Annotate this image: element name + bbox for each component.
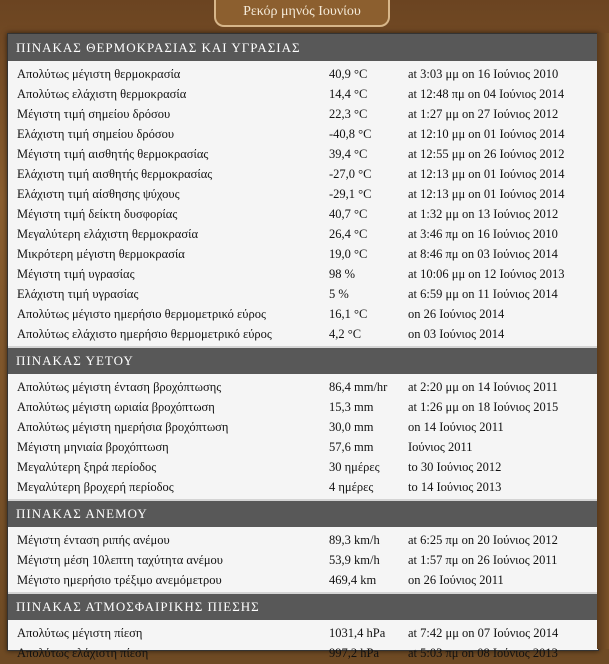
record-value: 40,9 °C xyxy=(329,66,368,81)
record-value: 997,2 hPa xyxy=(329,645,379,660)
record-date: at 12:48 πμ on 04 Ιούνιος 2014 xyxy=(408,86,565,101)
records-table-pressure xyxy=(8,623,598,663)
table-row xyxy=(8,623,598,643)
table-row xyxy=(8,244,598,264)
record-label: Μεγαλύτερη ξηρά περίοδος xyxy=(17,459,157,474)
table-row xyxy=(8,184,598,204)
record-label: Μέγιστο ημερήσιο τρέξιμο ανεμόμετρου xyxy=(17,572,222,587)
record-date: at 12:13 μμ on 01 Ιούνιος 2014 xyxy=(408,166,565,181)
record-value: 1031,4 hPa xyxy=(329,625,386,640)
table-row xyxy=(8,377,598,397)
record-value: 57,6 mm xyxy=(329,439,374,454)
table-row xyxy=(8,224,598,244)
record-value: 5 % xyxy=(329,286,349,301)
record-date: at 12:55 μμ on 26 Ιούνιος 2012 xyxy=(408,146,565,161)
record-label: Μέγιστη μηνιαία βροχόπτωση xyxy=(17,439,169,454)
record-date: to 14 Ιούνιος 2013 xyxy=(408,479,502,494)
record-date: Ιούνιος 2011 xyxy=(408,439,473,454)
record-date: at 7:42 μμ on 07 Ιούνιος 2014 xyxy=(408,625,559,640)
record-date: at 3:46 πμ on 16 Ιούνιος 2010 xyxy=(408,226,558,241)
record-label: Μικρότερη μέγιστη θερμοκρασία xyxy=(17,246,185,261)
record-date: on 26 Ιούνιος 2014 xyxy=(408,306,505,321)
table-row xyxy=(8,417,598,437)
record-value: 30 ημέρες xyxy=(329,459,380,474)
record-label: Απολύτως ελάχιστη θερμοκρασία xyxy=(17,86,187,101)
record-label: Μέγιστη τιμή υγρασίας xyxy=(17,266,135,281)
record-date: at 1:57 πμ on 26 Ιούνιος 2011 xyxy=(408,552,558,567)
record-value: 469,4 km xyxy=(329,572,377,587)
records-panel xyxy=(7,33,599,660)
record-label: Ελάχιστη τιμή αισθητής θερμοκρασίας xyxy=(17,166,213,181)
record-label: Μέγιστη τιμή δείκτη δυσφορίας xyxy=(17,206,178,221)
record-date: at 12:10 μμ on 01 Ιούνιος 2014 xyxy=(408,126,565,141)
record-value: 40,7 °C xyxy=(329,206,368,221)
record-label: Μέγιστη ένταση ριπής ανέμου xyxy=(17,532,170,547)
record-value: 89,3 km/h xyxy=(329,532,380,547)
record-date: at 10:06 μμ on 12 Ιούνιος 2013 xyxy=(408,266,565,281)
table-row xyxy=(8,570,598,590)
record-value: 16,1 °C xyxy=(329,306,368,321)
section-header-rain: ΠΙΝΑΚΑΣ ΥΕΤΟΥ xyxy=(8,346,598,374)
record-label: Απολύτως μέγιστη πίεση xyxy=(17,625,143,640)
record-date: on 03 Ιούνιος 2014 xyxy=(408,326,505,341)
table-row xyxy=(8,124,598,144)
record-label: Απολύτως μέγιστη ωριαία βροχόπτωση xyxy=(17,399,215,414)
section-header-wind: ΠΙΝΑΚΑΣ ΑΝΕΜΟΥ xyxy=(8,499,598,527)
record-value: 26,4 °C xyxy=(329,226,368,241)
record-value: 53,9 km/h xyxy=(329,552,380,567)
record-date: at 8:46 πμ on 03 Ιούνιος 2014 xyxy=(408,246,558,261)
record-value: 4 ημέρες xyxy=(329,479,374,494)
record-value: -27,0 °C xyxy=(329,166,372,181)
table-row xyxy=(8,477,598,497)
record-date: at 6:59 μμ on 11 Ιούνιος 2014 xyxy=(408,286,558,301)
record-label: Μέγιστη τιμή αισθητής θερμοκρασίας xyxy=(17,146,209,161)
table-row xyxy=(8,324,598,344)
record-date: on 14 Ιούνιος 2011 xyxy=(408,419,504,434)
record-date: at 1:26 μμ on 18 Ιούνιος 2015 xyxy=(408,399,559,414)
record-label: Ελάχιστη τιμή υγρασίας xyxy=(17,286,139,301)
page-title: Ρεκόρ μηνός Ιουνίου xyxy=(214,0,390,27)
record-date: at 6:25 πμ on 20 Ιούνιος 2012 xyxy=(408,532,558,547)
record-value: 19,0 °C xyxy=(329,246,368,261)
record-value: 4,2 °C xyxy=(329,326,362,341)
record-date: at 3:03 μμ on 16 Ιούνιος 2010 xyxy=(408,66,559,81)
records-table-rain xyxy=(8,377,598,497)
table-row xyxy=(8,550,598,570)
table-row xyxy=(8,264,598,284)
record-date: to 30 Ιούνιος 2012 xyxy=(408,459,502,474)
table-row xyxy=(8,204,598,224)
record-date: at 1:27 μμ on 27 Ιούνιος 2012 xyxy=(408,106,559,121)
table-row xyxy=(8,530,598,550)
record-date: at 5:03 πμ on 08 Ιούνιος 2013 xyxy=(408,645,558,660)
table-row xyxy=(8,64,598,84)
table-row xyxy=(8,397,598,417)
table-row xyxy=(8,643,598,663)
record-label: Απολύτως ελάχιστη πίεση xyxy=(17,645,149,660)
record-label: Απολύτως μέγιστο ημερήσιο θερμομετρικό εύρος xyxy=(17,306,266,321)
records-table-wind xyxy=(8,530,598,590)
record-label: Μέγιστη τιμή σημείου δρόσου xyxy=(17,106,171,121)
record-label: Μεγαλύτερη βροχερή περίοδος xyxy=(17,479,174,494)
table-row xyxy=(8,144,598,164)
table-row xyxy=(8,437,598,457)
record-value: 30,0 mm xyxy=(329,419,374,434)
record-date: on 26 Ιούνιος 2011 xyxy=(408,572,504,587)
table-row xyxy=(8,284,598,304)
record-value: 39,4 °C xyxy=(329,146,368,161)
record-label: Ελάχιστη τιμή αίσθησης ψύχους xyxy=(17,186,180,201)
table-row xyxy=(8,457,598,477)
record-label: Απολύτως μέγιστη θερμοκρασία xyxy=(17,66,181,81)
record-label: Ελάχιστη τιμή σημείου δρόσου xyxy=(17,126,175,141)
table-row xyxy=(8,304,598,324)
table-row xyxy=(8,104,598,124)
section-header-pressure: ΠΙΝΑΚΑΣ ΑΤΜΟΣΦΑΙΡΙΚΗΣ ΠΙΕΣΗΣ xyxy=(8,592,598,620)
record-label: Μεγαλύτερη ελάχιστη θερμοκρασία xyxy=(17,226,198,241)
record-value: -40,8 °C xyxy=(329,126,372,141)
record-date: at 12:13 μμ on 01 Ιούνιος 2014 xyxy=(408,186,565,201)
record-date: at 1:32 μμ on 13 Ιούνιος 2012 xyxy=(408,206,559,221)
record-value: 98 % xyxy=(329,266,356,281)
record-value: 22,3 °C xyxy=(329,106,368,121)
record-date: at 2:20 μμ on 14 Ιούνιος 2011 xyxy=(408,379,558,394)
table-row xyxy=(8,84,598,104)
table-row xyxy=(8,164,598,184)
record-label: Μέγιστη μέση 10λεπτη ταχύτητα ανέμου xyxy=(17,552,223,567)
frame-right-edge xyxy=(597,33,609,649)
record-value: -29,1 °C xyxy=(329,186,372,201)
record-label: Απολύτως μέγιστη ημερήσια βροχόπτωση xyxy=(17,419,229,434)
section-header-temperature-humidity: ΠΙΝΑΚΑΣ ΘΕΡΜΟΚΡΑΣΙΑΣ ΚΑΙ ΥΓΡΑΣΙΑΣ xyxy=(8,34,598,61)
record-value: 14,4 °C xyxy=(329,86,368,101)
records-table-temperature-humidity xyxy=(8,64,598,344)
record-label: Απολύτως ελάχιστο ημερήσιο θερμομετρικό εύρος xyxy=(17,326,272,341)
record-value: 86,4 mm/hr xyxy=(329,379,388,394)
record-label: Απολύτως μέγιστη ένταση βροχόπτωσης xyxy=(17,379,222,394)
record-value: 15,3 mm xyxy=(329,399,374,414)
